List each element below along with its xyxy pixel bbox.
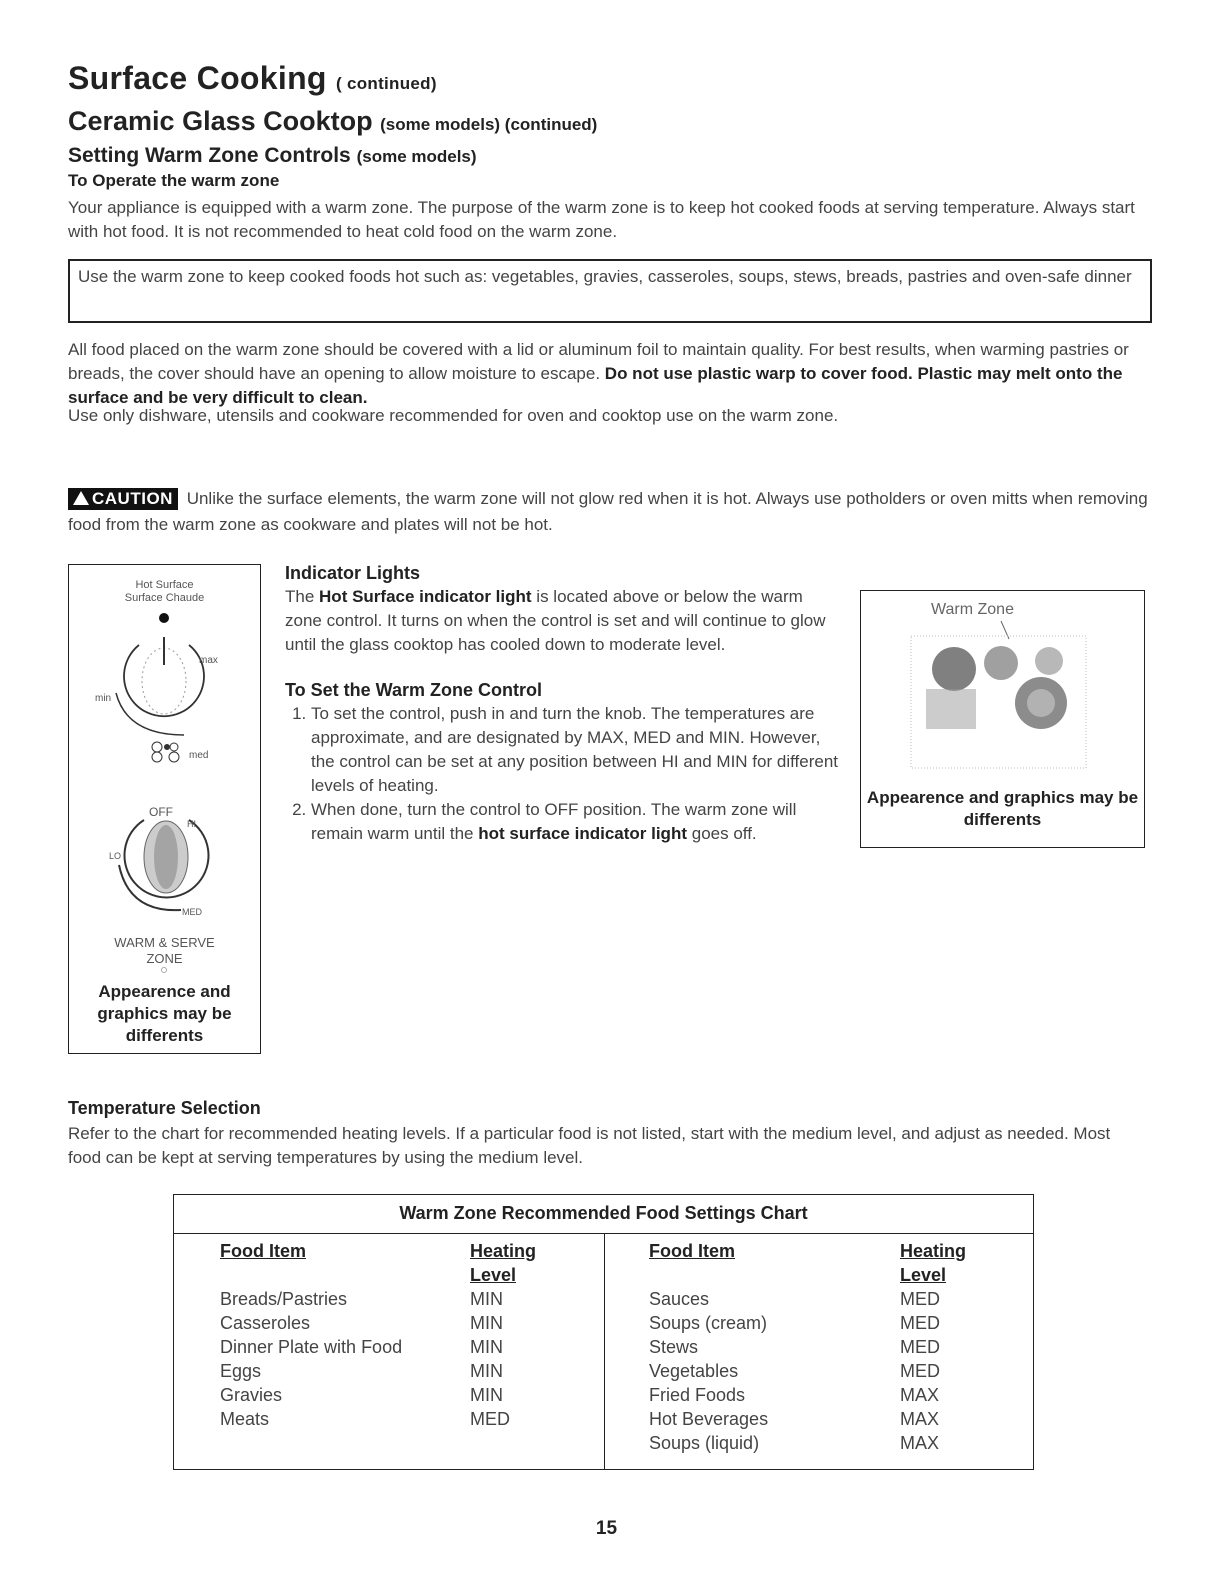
table-food-cell: Sauces xyxy=(649,1289,710,1309)
section-heading: Setting Warm Zone Controls (some models) xyxy=(68,144,477,167)
indicator-light-icon xyxy=(159,613,169,623)
indicator-bold: Hot Surface indicator light xyxy=(319,587,532,606)
cover-warning: Do not use plastic warp to cover food. Plastic may melt onto the surface and be very difficult to clean. xyxy=(68,364,1123,407)
left-food-column xyxy=(220,1239,460,1431)
cover-paragraph xyxy=(68,338,1148,410)
table-food-cell: Casseroles xyxy=(220,1313,311,1333)
notice-box: Use the warm zone to keep cooked foods hot such as: vegetables, gravies, casseroles, soups, stews, breads, pastries and oven-safe dinner xyxy=(68,259,1152,323)
right-level-column xyxy=(900,1239,1020,1455)
hot-surface-label: Hot Surface xyxy=(135,579,194,591)
caution-badge: CAUTION xyxy=(68,488,178,510)
left-level-column xyxy=(470,1239,590,1431)
caution-paragraph xyxy=(68,486,1148,538)
table-level-cell: MIN xyxy=(470,1385,503,1405)
surface-chaude-label: Surface Chaude xyxy=(124,592,205,604)
table-level-cell: MAX xyxy=(900,1433,940,1453)
page-number: 15 xyxy=(595,1518,618,1539)
table-food-cell: Breads/Pastries xyxy=(220,1289,348,1309)
step2-bold: hot surface indicator light xyxy=(478,824,687,843)
off-label: OFF xyxy=(149,805,173,819)
page-subtitle-suffix: (some models) (continued) xyxy=(380,115,598,134)
page-title: Surface Cooking ( continued) xyxy=(68,60,437,96)
zone-symbol-icon xyxy=(162,968,167,973)
table-food-cell: Meats xyxy=(220,1409,270,1429)
operate-heading: To Operate the warm zone xyxy=(68,171,280,190)
element-symbol-icon xyxy=(152,742,162,752)
set-control-step-2: 2. When done, turn the control to OFF position. The warm zone will remain warm until the hot surface indicator light goes off. xyxy=(311,798,840,846)
page-subtitle: Ceramic Glass Cooktop (some models) (continued) xyxy=(68,106,598,136)
table-level-cell: MED xyxy=(900,1289,940,1309)
indicator-text: The Hot Surface indicator light is located above or below the warm zone control. It turns on when the control is set and will continue to glow until the glass cooktop has cooled down to moderate level. xyxy=(285,587,826,654)
table-level-cell: MED xyxy=(470,1409,510,1429)
table-food-cell: Eggs xyxy=(220,1361,262,1381)
page-title-suffix: ( continued) xyxy=(335,74,437,93)
warm-zone-burner-icon xyxy=(984,646,1018,680)
left-level-header-1: Heating xyxy=(470,1241,537,1261)
right-food-column xyxy=(649,1239,889,1455)
table-column-divider xyxy=(604,1233,605,1469)
section-heading-suffix: (some models) xyxy=(356,147,477,166)
indicator-section xyxy=(285,561,840,657)
dishware-text: Use only dishware, utensils and cookware recommended for oven and cooktop use on the warm zone. xyxy=(68,406,839,425)
burner-small-icon xyxy=(1035,647,1063,675)
warning-triangle-icon xyxy=(73,491,89,505)
table-food-cell: Soups (cream) xyxy=(649,1313,768,1333)
min-label: min xyxy=(95,693,112,704)
med2-label: MED xyxy=(182,907,202,917)
set-control-section xyxy=(285,678,840,846)
table-food-cell: Soups (liquid) xyxy=(649,1433,760,1453)
burner-large-icon xyxy=(932,647,976,691)
table-level-cell: MAX xyxy=(900,1385,940,1405)
cooktop-drawing xyxy=(861,591,1144,786)
food-settings-table xyxy=(173,1194,1034,1470)
table-level-cell: MIN xyxy=(470,1313,503,1333)
operate-text: Your appliance is equipped with a warm zone. The purpose of the warm zone is to keep hot cooked foods at serving temperature. Always start with hot food. It is not recommended to heat cold food on the warm zone. xyxy=(68,198,1135,241)
table-food-cell: Fried Foods xyxy=(649,1385,746,1405)
set-control-heading: To Set the Warm Zone Control xyxy=(285,680,542,700)
left-food-header: Food Item xyxy=(220,1241,306,1261)
right-food-header: Food Item xyxy=(649,1241,735,1261)
table-food-cell: Gravies xyxy=(220,1385,283,1405)
max-label: max xyxy=(199,655,218,666)
table-level-cell: MED xyxy=(900,1313,940,1333)
temperature-heading: Temperature Selection xyxy=(68,1098,261,1118)
table-level-cell: MIN xyxy=(470,1337,503,1357)
cover-text: All food placed on the warm zone should be covered with a lid or aluminum foil to maintain quality. For best results, when warming pastries or breads, the cover should have an opening to allow moisture to escape. xyxy=(68,340,1129,383)
right-food-list xyxy=(649,1287,889,1455)
right-level-header-1: Heating xyxy=(900,1241,967,1261)
right-level-list xyxy=(900,1287,1020,1455)
table-title: Warm Zone Recommended Food Settings Chart xyxy=(399,1203,808,1223)
table-food-cell: Stews xyxy=(649,1337,699,1357)
right-level-header-2: Level xyxy=(900,1265,947,1285)
left-level-header-2: Level xyxy=(470,1265,517,1285)
caution-text: Unlike the surface elements, the warm zone will not glow red when it is hot. Always use potholders or oven mitts when removing food from the warm zone as cookware and plates will not be hot. xyxy=(68,489,1148,534)
left-food-list xyxy=(220,1287,460,1431)
set-control-steps xyxy=(285,702,840,846)
warm-zone-label: Warm Zone xyxy=(931,601,1014,618)
table-level-cell: MIN xyxy=(470,1361,503,1381)
burner-oval-icon xyxy=(926,689,976,729)
left-level-list xyxy=(470,1287,590,1431)
table-level-cell: MAX xyxy=(900,1409,940,1429)
table-food-cell: Hot Beverages xyxy=(649,1409,769,1429)
indicator-heading: Indicator Lights xyxy=(285,563,420,583)
table-food-cell: Dinner Plate with Food xyxy=(220,1337,403,1357)
hi-label: HI xyxy=(187,819,196,829)
lo-label: LO xyxy=(109,851,122,861)
control-knobs-drawing xyxy=(69,565,260,975)
temperature-text: Refer to the chart for recommended heating levels. If a particular food is not listed, start with the medium level, and adjust as needed. Most food can be kept at serving temperatures by using the medium level. xyxy=(68,1124,1111,1167)
table-food-cell: Vegetables xyxy=(649,1361,739,1381)
warm-zone-figure xyxy=(860,590,1145,848)
med-label: med xyxy=(189,750,209,761)
control-knob-figure xyxy=(68,564,261,1054)
warm-zone-figure-caption: Appearence and graphics may be differents xyxy=(866,788,1139,829)
table-level-cell: MIN xyxy=(470,1289,503,1309)
zone-label: ZONE xyxy=(146,951,183,966)
control-figure-caption: Appearence and graphics may be differents xyxy=(97,982,232,1045)
warm-serve-label: WARM & SERVE xyxy=(114,935,215,950)
set-control-step-1: 1. To set the control, push in and turn the knob. The temperatures are approximate, and are designated by MAX, MED and MIN. However, the control can be set at any position between HI and MIN for different levels of heating. xyxy=(311,702,840,798)
table-level-cell: MED xyxy=(900,1337,940,1357)
table-level-cell: MED xyxy=(900,1361,940,1381)
